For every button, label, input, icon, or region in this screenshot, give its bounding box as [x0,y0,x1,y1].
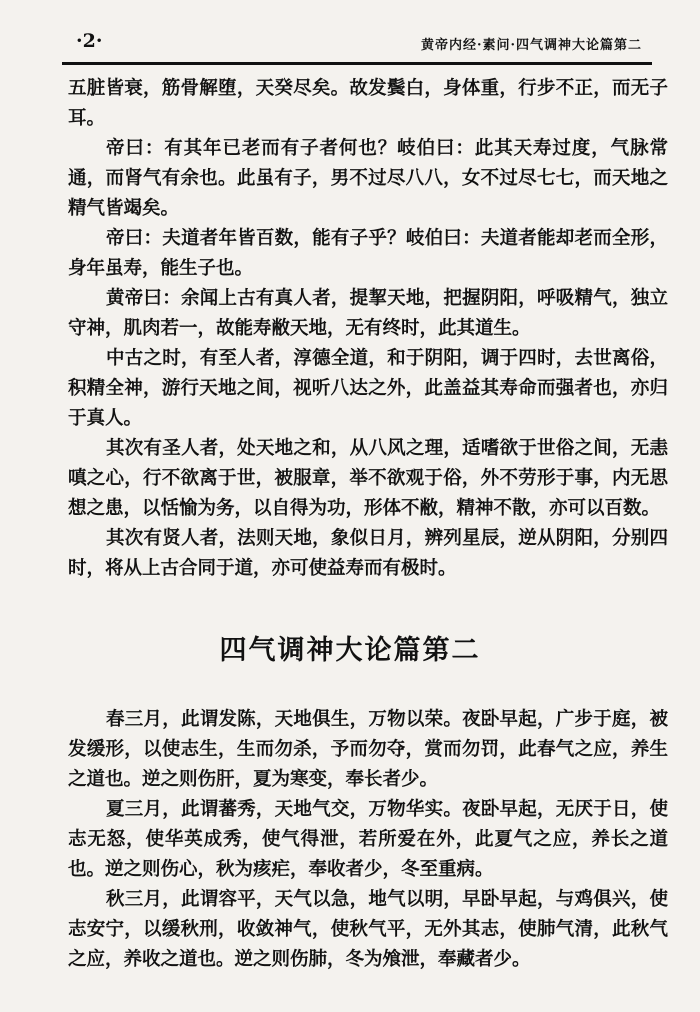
paragraph: 其次有贤人者，法则天地，象似日月，辨列星辰，逆从阴阳，分别四时，将从上古合同于道，亦可使益寿而有极时。 [68,528,668,579]
paragraph: 帝曰：夫道者年皆百数，能有子乎？岐伯曰：夫道者能却老而全形，身年虽寿，能生子也。 [68,228,668,279]
paragraph: 中古之时，有至人者，淳德全道，和于阴阳，调于四时，去世离俗，积精全神，游行天地之间，视听八达之外，此盖益其寿命而强者也，亦归于真人。 [68,348,668,429]
body-text-top [68,74,668,584]
page-header [62,22,652,65]
paragraph: 五脏皆衰，筋骨解堕，天癸尽矣。故发鬓白，身体重，行步不正，而无子耳。 [68,78,668,129]
paragraph: 夏三月，此谓蕃秀，天地气交，万物华实。夜卧早起，无厌于日，使志无怒，使华英成秀，使气得泄，若所爱在外，此夏气之应，养长之道也。逆之则伤心，秋为痎疟，奉收者少，冬至重病。 [68,799,668,880]
paragraph: 黄帝曰：余闻上古有真人者，提挈天地，把握阴阳，呼吸精气，独立守神，肌肉若一，故能寿敝天地，无有终时，此其道生。 [68,288,668,339]
page-number: ·2· [76,30,103,52]
section-title: 四气调神大论篇第二 [219,635,481,666]
paragraph: 春三月，此谓发陈，天地俱生，万物以荣。夜卧早起，广步于庭，被发缓形，以使志生，生而勿杀，予而勿夺，赏而勿罚，此春气之应，养生之道也。逆之则伤肝，夏为寒变，奉长者少。 [68,709,668,790]
body-text-bottom [68,705,668,975]
paragraph: 帝曰：有其年已老而有子者何也？岐伯曰：此其天寿过度，气脉常通，而肾气有余也。此虽有子，男不过尽八八，女不过尽七七，而天地之精气皆竭矣。 [68,138,668,219]
running-title: 黄帝内经·素问·四气调神大论篇第二 [420,38,642,53]
paragraph: 秋三月，此谓容平，天气以急，地气以明，早卧早起，与鸡俱兴，使志安宁，以缓秋刑，收敛神气，使秋气平，无外其志，使肺气清，此秋气之应，养收之道也。逆之则伤肺，冬为飧泄，奉藏者少。 [68,889,668,970]
paragraph: 其次有圣人者，处天地之和，从八风之理，适嗜欲于世俗之间，无恚嗔之心，行不欲离于世，被服章，举不欲观于俗，外不劳形于事，内无思想之患，以恬愉为务，以自得为功，形体不敝，精神不散，亦可以百数。 [68,438,668,519]
